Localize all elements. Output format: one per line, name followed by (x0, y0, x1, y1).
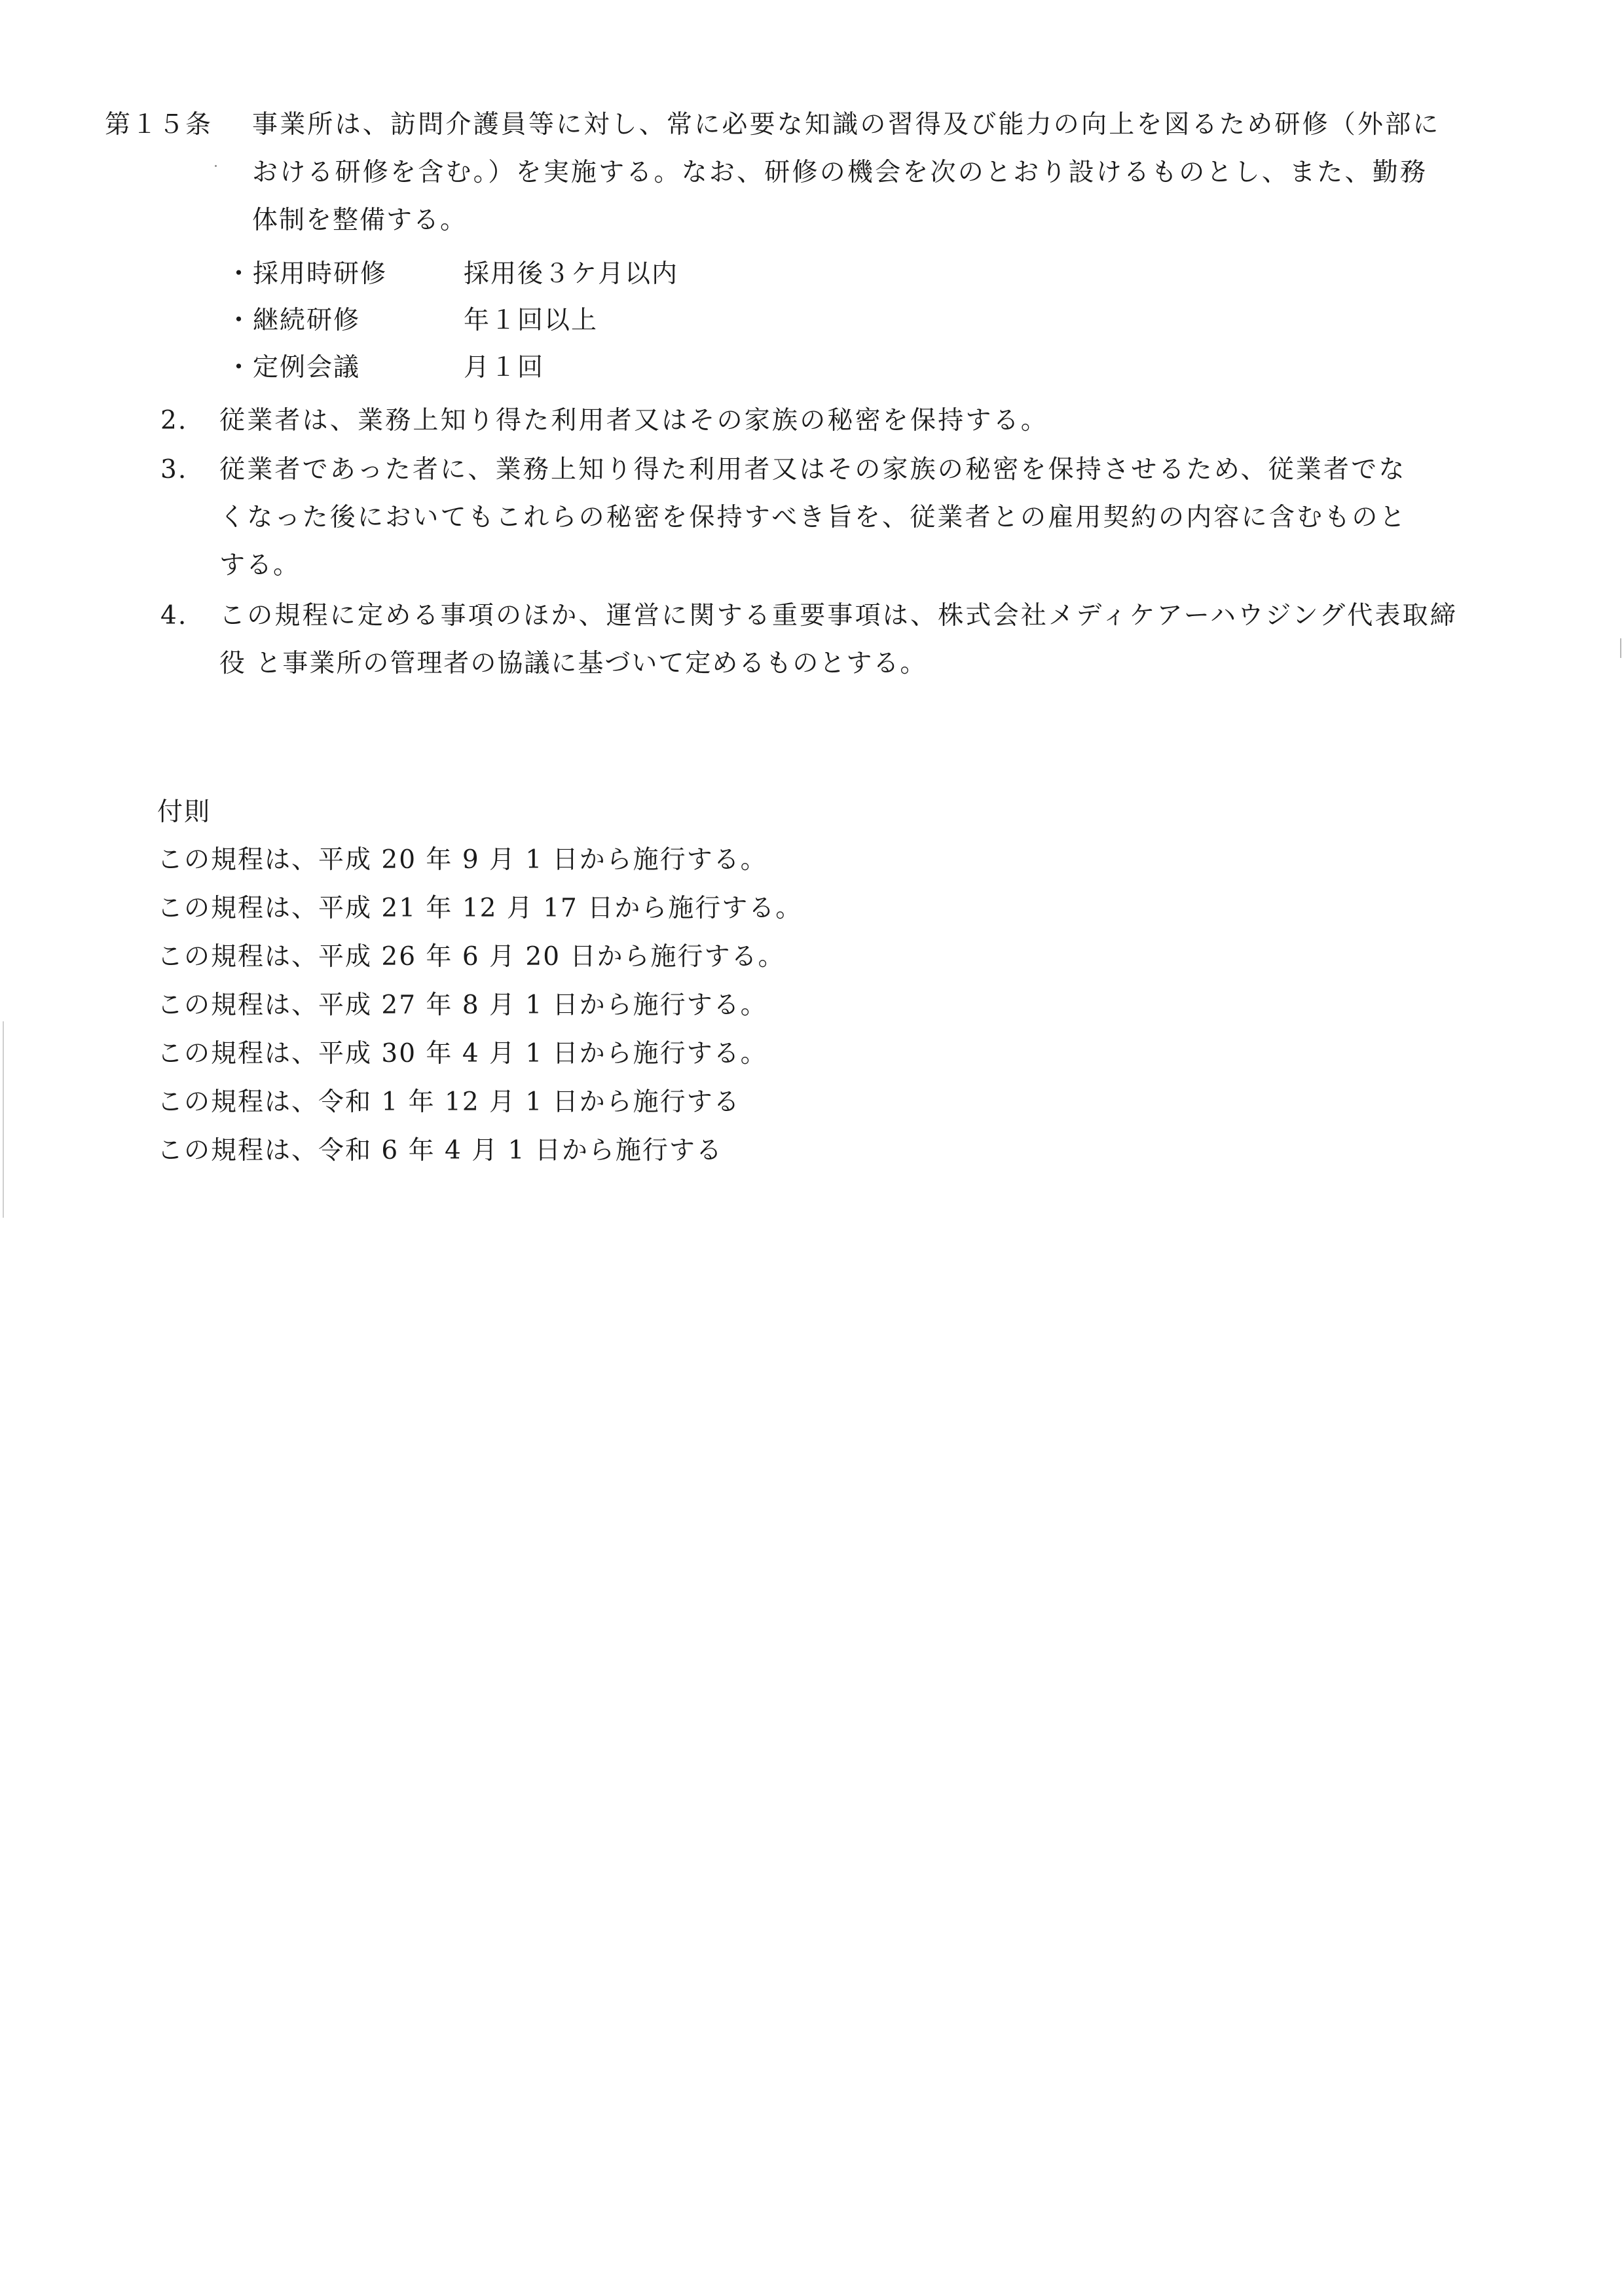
supplementary-entry: この規程は、平成 27 年 8 月 1 日から施行する。 (157, 991, 767, 1020)
paragraph-text-line: この規程に定める事項のほか、運営に関する重要事項は、株式会社メディケアーハウジング代表取締 (219, 601, 1458, 630)
supplementary-entry: この規程は、平成 20 年 9 月 1 日から施行する。 (157, 845, 767, 875)
supplementary-entry: この規程は、令和 1 年 12 月 1 日から施行する (157, 1087, 741, 1117)
article-text-line: おける研修を含む。）を実施する。なお、研修の機会を次のとおり設けるものとし、また、勤務 (252, 158, 1428, 187)
training-item-label: ・継続研修 (226, 306, 361, 335)
supplementary-entry: この規程は、平成 26 年 6 月 20 日から施行する。 (157, 942, 785, 972)
scan-edge-mark (1620, 638, 1621, 658)
training-item-label: ・定例会議 (226, 353, 361, 382)
training-item-value: 年１回以上 (464, 306, 599, 335)
article-text-line: 体制を整備する。 (252, 206, 468, 235)
article-heading: 第１５条 (105, 110, 213, 139)
article-text-line: 事業所は、訪問介護員等に対し、常に必要な知識の習得及び能力の向上を図るため研修（外部に (252, 110, 1441, 139)
training-item-value: 月１回 (464, 353, 545, 382)
training-item-value: 採用後３ケ月以内 (464, 259, 679, 289)
supplementary-entry: この規程は、平成 21 年 12 月 17 日から施行する。 (157, 894, 803, 923)
paragraph-number: 3. (160, 455, 188, 484)
supplementary-entry: この規程は、平成 30 年 4 月 1 日から施行する。 (157, 1039, 767, 1068)
paragraph-number: 4. (160, 601, 188, 630)
scan-speck (215, 165, 217, 167)
paragraph-number: 2. (160, 406, 188, 435)
paragraph-text-line: 役 と事業所の管理者の協議に基づいて定めるものとする。 (219, 649, 927, 678)
scan-edge-mark (3, 1021, 4, 1218)
supplementary-title: 付則 (157, 797, 212, 827)
paragraph-text-line: する。 (219, 551, 301, 580)
paragraph-text-line: 従業者は、業務上知り得た利用者又はその家族の秘密を保持する。 (219, 406, 1049, 435)
paragraph-text-line: 従業者であった者に、業務上知り得た利用者又はその家族の秘密を保持させるため、従業者でな (219, 455, 1407, 484)
training-item-label: ・採用時研修 (226, 259, 388, 289)
paragraph-text-line: くなった後においてもこれらの秘密を保持すべき旨を、従業者との雇用契約の内容に含むものと (219, 503, 1407, 532)
supplementary-entry: この規程は、令和 6 年 4 月 1 日から施行する (157, 1136, 723, 1165)
